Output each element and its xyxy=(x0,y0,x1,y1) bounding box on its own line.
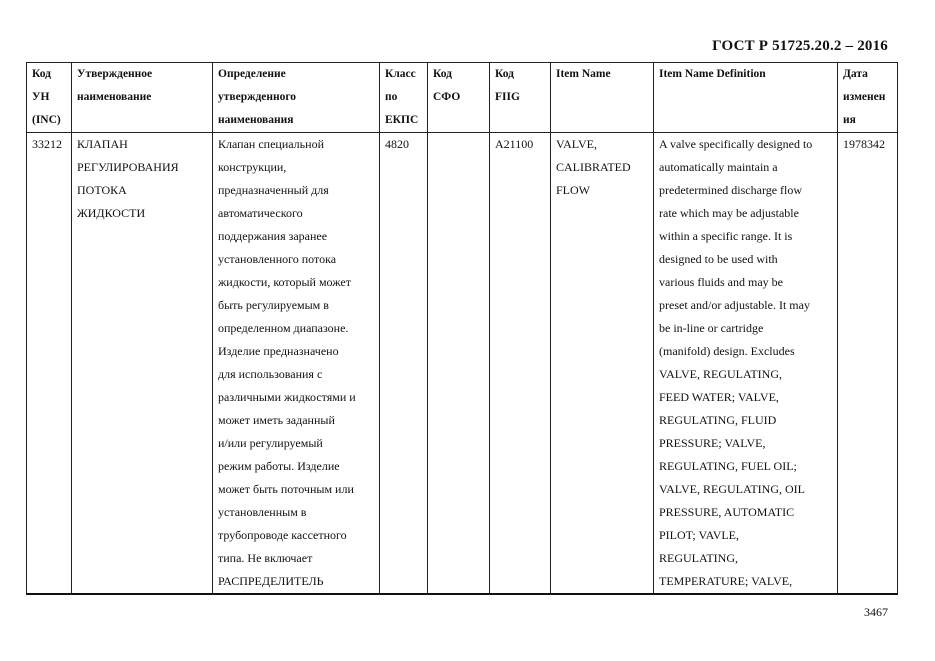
header-text: по xyxy=(385,91,398,103)
cell-text: PRESSURE, AUTOMATIC xyxy=(659,505,795,519)
data-table xyxy=(26,62,898,595)
column-header-fiig-code xyxy=(490,63,551,133)
header-text: Item Name xyxy=(556,68,611,80)
cell-item-name-definition xyxy=(654,133,838,595)
header-text: УН xyxy=(32,91,50,103)
cell-item-name xyxy=(551,133,654,595)
cell-sfo-code xyxy=(428,133,490,595)
cell-text: A21100 xyxy=(495,137,534,151)
header-text: Item Name Definition xyxy=(659,68,766,80)
header-text: наименования xyxy=(218,114,294,126)
cell-text: определенном диапазоне. xyxy=(218,321,349,335)
cell-text: Клапан специальной xyxy=(218,137,324,151)
cell-text: КЛАПАН xyxy=(77,137,128,151)
header-text: Код xyxy=(433,68,453,80)
cell-text: FEED WATER; VALVE, xyxy=(659,390,779,404)
column-header-inc-code xyxy=(27,63,72,133)
cell-text: режим работы. Изделие xyxy=(218,459,340,473)
page-number: 3467 xyxy=(864,605,888,619)
cell-ekps-class xyxy=(380,133,428,595)
cell-text: CALIBRATED xyxy=(556,160,631,174)
header-text: Утвержденное xyxy=(77,68,153,80)
cell-text: VALVE, xyxy=(556,137,598,151)
cell-text: REGULATING, FUEL OIL; xyxy=(659,459,797,473)
cell-text: automatically maintain a xyxy=(659,160,778,174)
document-title: ГОСТ Р 51725.20.2 – 2016 xyxy=(712,38,888,54)
header-text: Класс xyxy=(385,68,416,80)
header-text: изменен xyxy=(843,91,886,103)
cell-text: VALVE, REGULATING, OIL xyxy=(659,482,805,496)
column-header-item-name xyxy=(551,63,654,133)
header-text: Определение xyxy=(218,68,286,80)
cell-text: A valve specifically designed to xyxy=(659,137,813,151)
cell-text: может быть поточным или xyxy=(218,482,354,496)
cell-text: 4820 xyxy=(385,137,409,151)
header-text: Код xyxy=(495,68,515,80)
cell-text: rate which may be adjustable xyxy=(659,206,799,220)
column-header-ekps-class xyxy=(380,63,428,133)
header-text: Код xyxy=(32,68,52,80)
cell-text: be in-line or cartridge xyxy=(659,321,764,335)
column-header-change-date xyxy=(838,63,898,133)
cell-text: within a specific range. It is xyxy=(659,229,793,243)
cell-text: ЖИДКОСТИ xyxy=(77,206,146,220)
cell-approved-name xyxy=(72,133,213,595)
cell-text: автоматического xyxy=(218,206,303,220)
column-header-sfo-code xyxy=(428,63,490,133)
cell-text: типа. Не включает xyxy=(218,551,313,565)
table-row xyxy=(27,133,898,595)
header-text: FIIG xyxy=(495,91,520,103)
cell-fiig-code xyxy=(490,133,551,595)
column-header-definition xyxy=(213,63,380,133)
cell-text: Изделие предназначено xyxy=(218,344,339,358)
cell-text: TEMPERATURE; VALVE, xyxy=(659,574,793,588)
header-text: СФО xyxy=(433,91,461,103)
cell-text: РАСПРЕДЕЛИТЕЛЬ xyxy=(218,574,324,588)
cell-text: 1978342 xyxy=(843,137,885,151)
cell-text: PILOT; VAVLE, xyxy=(659,528,740,542)
column-header-approved-name xyxy=(72,63,213,133)
table-header-row xyxy=(27,63,898,133)
header-text: ЕКПС xyxy=(385,114,419,126)
cell-inc-code xyxy=(27,133,72,595)
cell-text: для использования с xyxy=(218,367,323,381)
cell-text: various fluids and may be xyxy=(659,275,783,289)
cell-text: РЕГУЛИРОВАНИЯ xyxy=(77,160,179,174)
cell-text: ПОТОКА xyxy=(77,183,127,197)
cell-definition xyxy=(213,133,380,595)
cell-text: может иметь заданный xyxy=(218,413,335,427)
header-text: утвержденного xyxy=(218,91,297,103)
cell-text: предназначенный для xyxy=(218,183,329,197)
cell-text: быть регулируемым в xyxy=(218,298,329,312)
cell-text: поддержания заранее xyxy=(218,229,328,243)
header-text: ия xyxy=(843,114,856,126)
cell-text: установленного потока xyxy=(218,252,337,266)
header-text: наименование xyxy=(77,91,152,103)
cell-text: VALVE, REGULATING, xyxy=(659,367,782,381)
cell-text: REGULATING, FLUID xyxy=(659,413,777,427)
cell-text: установленным в xyxy=(218,505,307,519)
cell-text: REGULATING, xyxy=(659,551,738,565)
cell-text: трубопроводе кассетного xyxy=(218,528,347,542)
cell-text: конструкции, xyxy=(218,160,287,174)
header-text: Дата xyxy=(843,68,868,80)
cell-text: preset and/or adjustable. It may xyxy=(659,298,810,312)
header-text: (INC) xyxy=(32,114,61,126)
cell-text: FLOW xyxy=(556,183,590,197)
cell-text: 33212 xyxy=(32,137,62,151)
cell-text: designed to be used with xyxy=(659,252,778,266)
column-header-item-name-definition xyxy=(654,63,838,133)
cell-text: жидкости, который может xyxy=(218,275,351,289)
cell-text: и/или регулируемый xyxy=(218,436,323,450)
cell-text: predetermined discharge flow xyxy=(659,183,803,197)
cell-text: различными жидкостями и xyxy=(218,390,356,404)
cell-text: (manifold) design. Excludes xyxy=(659,344,795,358)
cell-change-date xyxy=(838,133,898,595)
cell-text: PRESSURE; VALVE, xyxy=(659,436,766,450)
